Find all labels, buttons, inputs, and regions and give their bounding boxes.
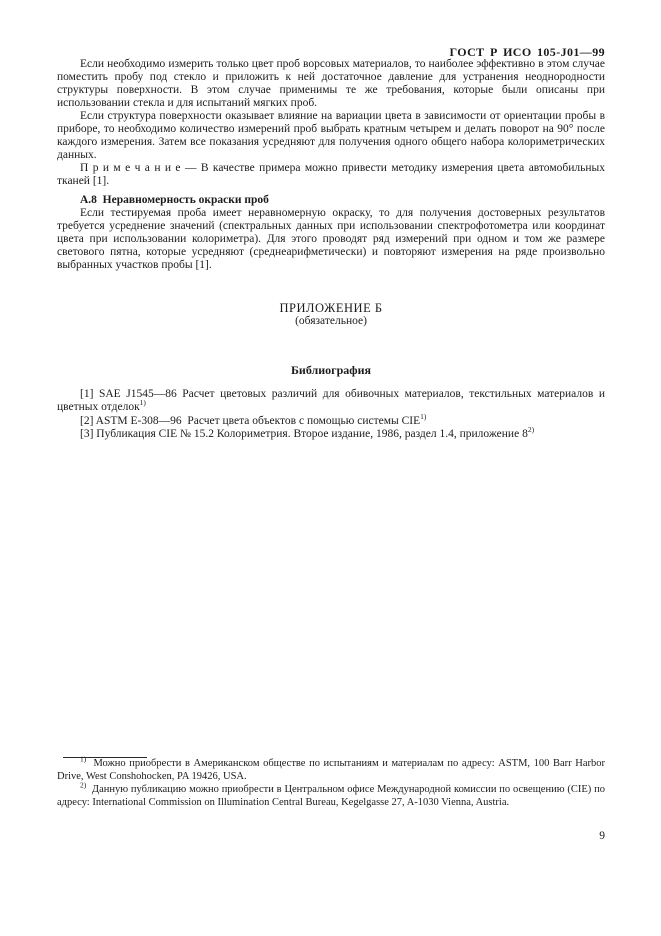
footnote-1-text: Можно приобрести в Американском обществе по испытаниям и материалам по адресу: ASTM, 100 Barr Harbor Drive, West Conshohocken, PA 19426, USA.	[57, 758, 605, 782]
footnote-marker-ref-2: 1)	[420, 411, 427, 421]
bibliography-entry-3-text: [3] Публикация CIE № 15.2 Колориметрия. Второе издание, 1986, раздел 1.4, приложение 8	[80, 428, 528, 441]
appendix-block	[57, 302, 605, 328]
footnote-marker-ref-3: 2)	[527, 425, 535, 435]
footnote-2-text: Данную публикацию можно приобрести в Центральном офисе Международной комиссии по освещению (CIE) по адресу: International Commission on Illumination Central Bureau, Kegelgasse 27, A-1030 Vienna, Austria.	[57, 783, 605, 808]
appendix-subtitle: (обязательное)	[295, 315, 367, 327]
bibliography-entry-2	[57, 411, 605, 428]
paragraph-pile-materials: Если необходимо измерить только цвет проб ворсовых материалов, то наиболее эффективно в этом случае поместить пробу под стекло и приложить к ней достаточное давление для устранения неоднородности структуры поверхности. В этом случае применимы те же требования, которые были описаны при использовании стекла и для испытаний мягких проб.	[57, 58, 605, 109]
footnote-2-marker: 2)	[80, 780, 87, 790]
page-number: 9	[599, 830, 605, 842]
appendix-title: ПРИЛОЖЕНИЕ Б	[279, 301, 383, 315]
footnote-marker-ref-1: 1)	[139, 398, 146, 408]
footnotes-block	[57, 754, 605, 810]
footnote-1	[57, 754, 605, 784]
footnote-2	[57, 780, 605, 810]
bibliography-entry-2-text: [2] ASTM E-308—96 Расчет цвета объектов с помощью системы CIE	[80, 414, 421, 427]
section-a8-heading: А.8 Неравномерность окраски проб	[80, 194, 269, 206]
bibliography-entry-3	[57, 425, 605, 441]
document-header: ГОСТ Р ИСО 105-J01—99	[449, 45, 605, 59]
paragraph-uneven-dyeing: Если тестируемая проба имеет неравномерную окраску, то для получения достоверных результатов требуется усреднение значений (спектральных данных при использовании спектрофотометра или координат цвета при использовании колориметра). Для этого проводят ряд измерений при одном и том же размере светового пятна, которые усредняют (среднеарифметически) и повторяют измерения на ряде произвольно выбранных участков пробы [1].	[57, 207, 605, 271]
footnote-1-marker: 1)	[80, 754, 87, 764]
bibliography-heading: Библиография	[290, 363, 372, 377]
page-content	[57, 46, 605, 442]
bibliography-entry-1-text: [1] SAE J1545—86 Расчет цветовых различий для обивочных материалов, текстильных материалов и цветных отделок	[57, 388, 605, 414]
paragraph-surface-structure: Если структура поверхности оказывает влияние на вариации цвета в зависимости от ориентации пробы в приборе, то необходимо количество измерений проб выбрать кратным четырем и делать поворот на 90° после каждого измерения. Затем все показания усредняют для получения одного общего набора колориметрических данных.	[57, 110, 605, 161]
note-paragraph: П р и м е ч а н и е — В качестве примера можно привести методику измерения цвета автомобильных тканей [1].	[57, 162, 605, 187]
bibliography-entry-1	[57, 388, 605, 415]
bibliography-list	[57, 388, 605, 442]
